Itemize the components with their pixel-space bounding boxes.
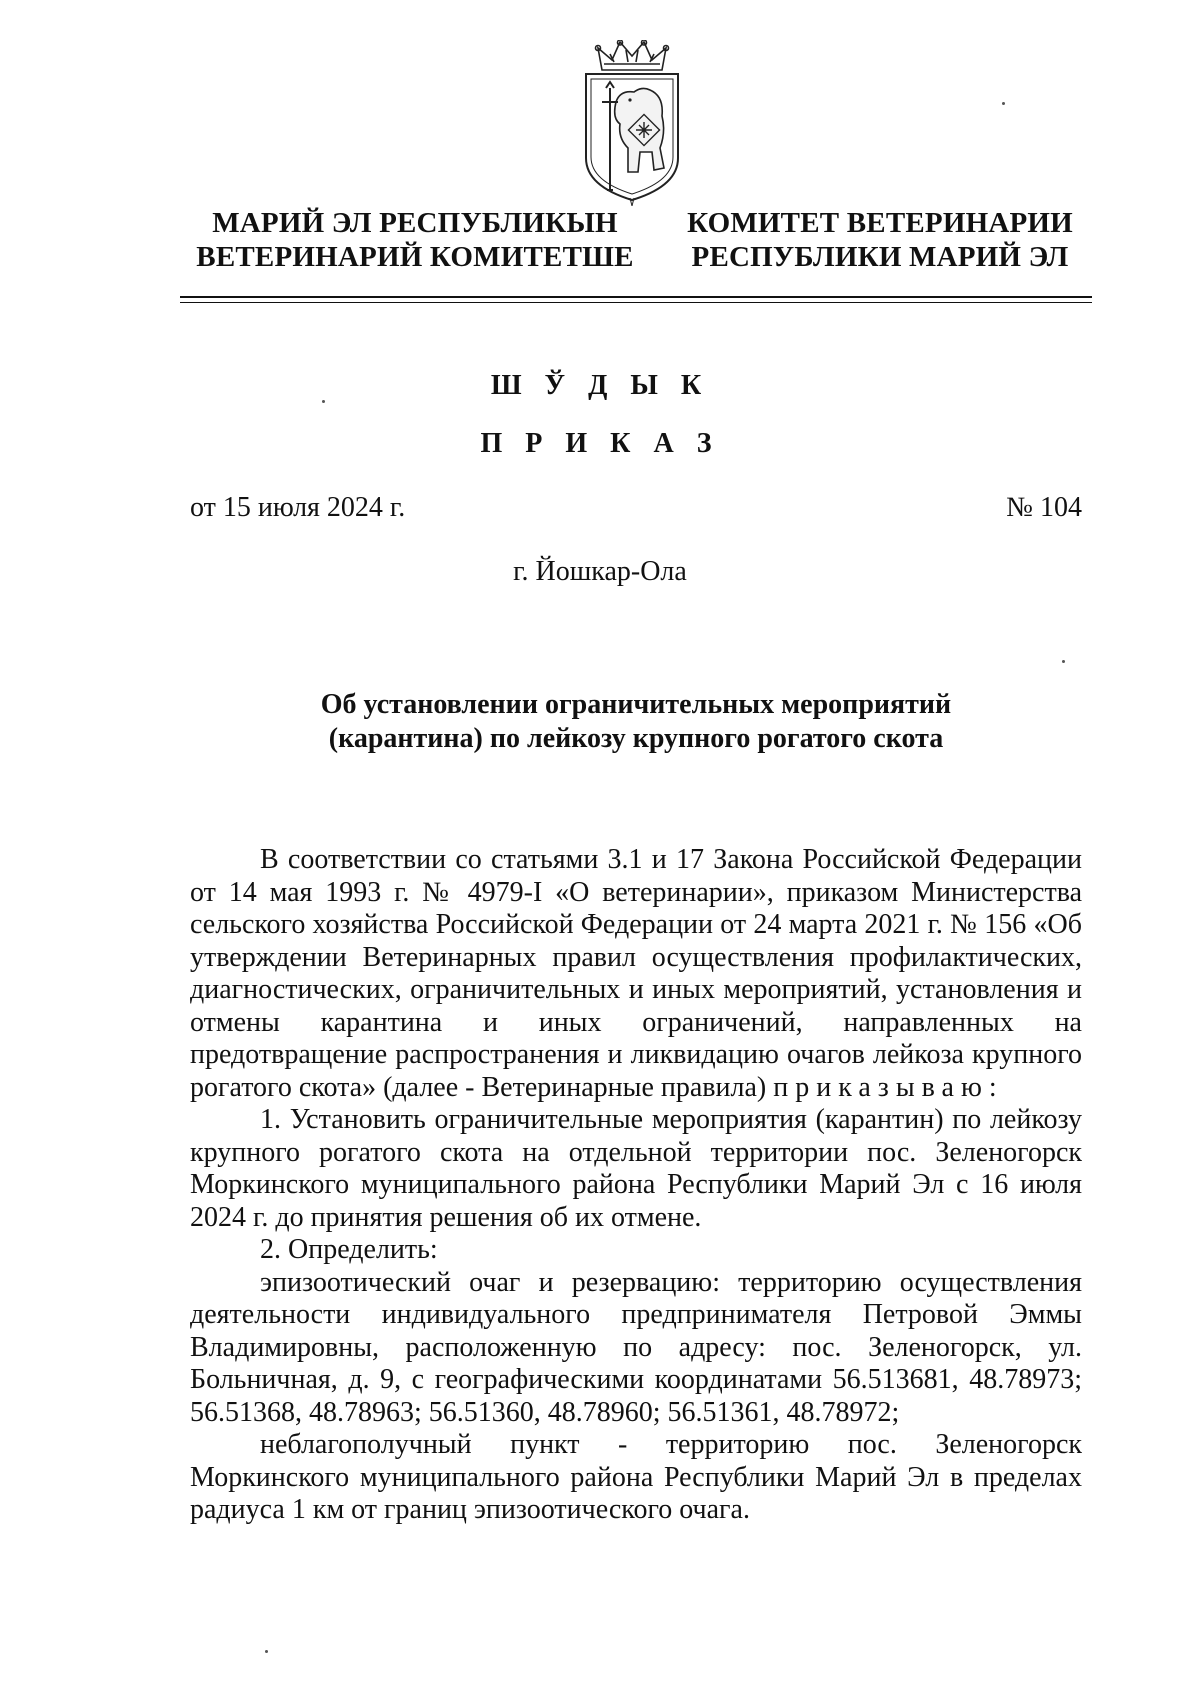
header-russian-block [670,206,1090,274]
document-date: от 15 июля 2024 г. [190,492,406,523]
header-divider-thin [180,302,1092,303]
item-1-paragraph: 1. Установить ограничительные мероприятия (карантин) по лейкозу крупного рогатого скота на отдельной территории пос. Зеленогорск Моркинского муниципального района Республики Марий Эл с 16 июля 2024 г. до принятия решения об их отмене. [190,1104,1082,1233]
document-number: № 104 [1006,492,1082,523]
scan-speck [322,400,325,403]
document-title-line-2: (карантина) по лейкозу крупного рогатого скота [328,723,944,754]
header-russian-line-1: КОМИТЕТ ВЕТЕРИНАРИИ [687,207,1073,239]
header-mari-block [185,206,645,274]
header-mari-line-2: ВЕТЕРИНАРИЙ КОМИТЕТШЕ [196,241,634,273]
document-type-mari: Ш Ў Д Ы К [490,370,710,401]
item-2-paragraph: 2. Определить: [260,1234,438,1265]
scan-speck [265,1650,268,1653]
header-divider-thick [180,296,1092,298]
document-body [190,844,1082,1527]
document-title [190,688,1082,756]
document-title-line-1: Об установлении ограничительных мероприятий [320,689,952,720]
item-2-outbreak-paragraph: эпизоотический очаг и резервацию: территорию осуществления деятельности индивидуального предпринимателя Петровой Эммы Владимировны, расположенную по адресу: пос. Зеленогорск, ул. Больничная, д. 9, с географическими координатами 56.513681, 48.78973; 56.51368, 48.78963; 56.51360, 48.78960; 56.51361, 48.78972; [190,1266,1082,1428]
document-city: г. Йошкар-Ола [513,556,687,587]
preamble-text: В соответствии со статьями 3.1 и 17 Закона Российской Федерации от 14 мая 1993 г. № 4979-I «О ветеринарии», приказом Министерства сельского хозяйства Российской Федерации от 24 марта 2021 г. № 156 «Об утверждении Ветеринарных правил осуществления профилактических, диагностических, ограничительных и иных мероприятий, установления и отмены карантина и иных ограничений, направленных на предотвращение распространения и ликвидацию очагов лейкоза крупного рогатого скота» (далее - Ветеринарные правила) [190,844,1082,1103]
item-2-unfavorable-point-paragraph: неблагополучный пункт - территорию пос. Зеленогорск Моркинского муниципального района Республики Марий Эл в пределах радиуса 1 км от границ эпизоотического очага. [190,1429,1082,1525]
coat-of-arms-mari-el-icon [580,40,684,206]
header-mari-line-1: МАРИЙ ЭЛ РЕСПУБЛИКЫН [212,207,618,239]
order-word: приказываю: [773,1071,1004,1103]
document-type-russian: П Р И К А З [480,428,720,459]
header-russian-line-2: РЕСПУБЛИКИ МАРИЙ ЭЛ [691,241,1069,273]
scan-speck [1062,660,1065,663]
preamble-paragraph [190,844,1082,1104]
scan-speck [1002,102,1005,105]
